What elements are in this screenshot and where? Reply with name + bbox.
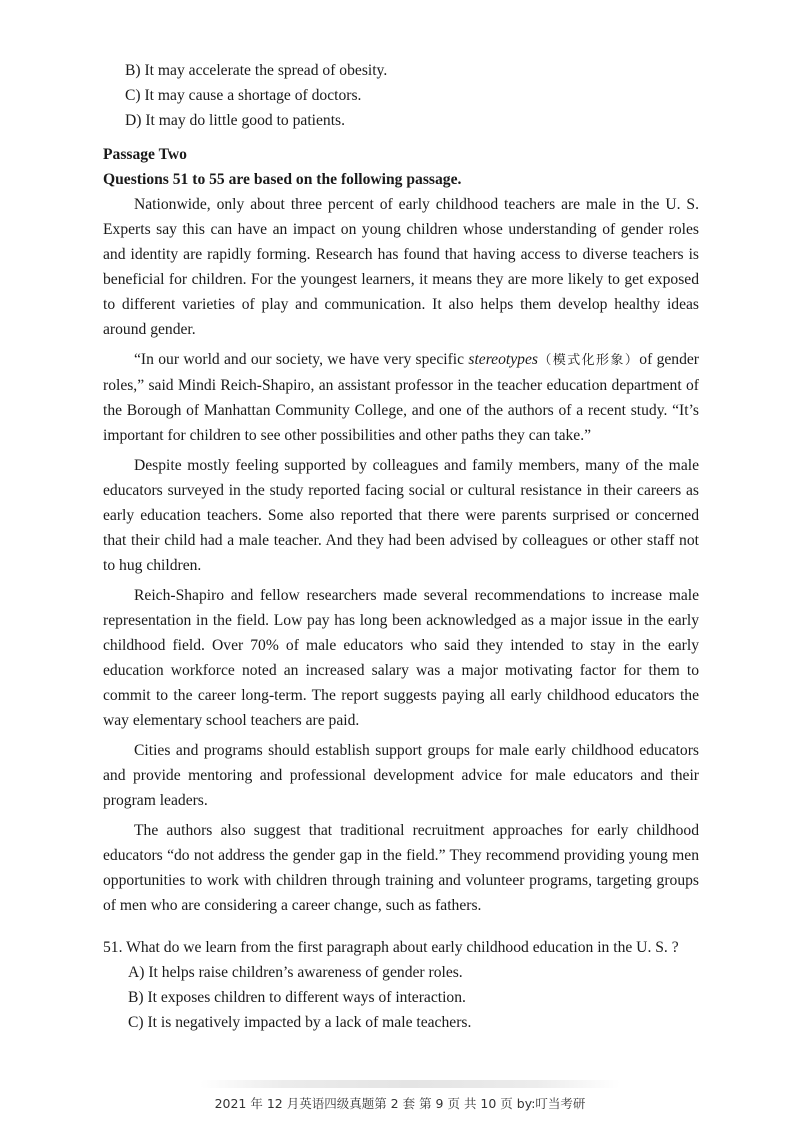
chinese-gloss: （模式化形象） [537,353,640,368]
scan-smudge [200,1080,620,1088]
question-option-b: B) It exposes children to different ways of interaction. [128,989,466,1006]
paragraph-2-text-b: of gender roles,” said Mindi Reich-Shapiro, an assistant professor in the teacher education department of the Borough of Manhattan Community College, and one of the authors of a recent study. “It’s important for children to see other possibilities and other paths they can take.” [103,351,699,444]
previous-question-options [103,58,699,133]
question-option-a: A) It helps raise children’s awareness of gender roles. [128,964,463,981]
question-stem: 51. What do we learn from the first paragraph about early childhood education in the U. S. ? [103,939,679,956]
paragraph-5: Cities and programs should establish support groups for male early childhood educators and provide mentoring and professional development advice for male educators and their program leaders. [103,742,699,809]
paragraph-6: The authors also suggest that traditional recruitment approaches for early childhood educators “do not address the gender gap in the field.” They recommend providing young men opportunities to work with children through training and volunteer programs, targeting groups of men who are considering a career change, such as fathers. [103,822,699,914]
question-option-c: C) It is negatively impacted by a lack of male teachers. [128,1014,472,1031]
paragraph-2-text-a: “In our world and our society, we have very specific [134,351,469,368]
paragraph-3: Despite mostly feeling supported by colleagues and family members, many of the male educators surveyed in the study reported facing social or cultural resistance in their careers as early education teachers. Some also reported that there were parents surprised or concerned that their child had a male teacher. And they had been advised by colleagues or other staff not to hug children. [103,457,699,574]
passage-body [103,192,699,918]
stereotypes-term: stereotypes [468,351,538,368]
option-c: C) It may cause a shortage of doctors. [125,87,362,104]
passage-title: Passage Two [103,146,187,163]
paragraph-4: Reich-Shapiro and fellow researchers made several recommendations to increase male representation in the field. Low pay has long been acknowledged as a major issue in the early childhood field. Over 70% of male educators who said they intended to stay in the early education workforce noted an increased salary was a major motivating factor for them to commit to the career long-term. The report suggests paying all early childhood educators the way elementary school teachers are paid. [103,587,699,729]
passage-instruction: Questions 51 to 55 are based on the following passage. [103,171,462,188]
option-d: D) It may do little good to patients. [125,112,346,129]
page-footer: 2021 年 12 月英语四级真题第 2 套 第 9 页 共 10 页 by:叮当考研 [214,1096,586,1111]
exam-page [103,58,699,1035]
question-51 [103,935,699,1035]
paragraph-2 [103,347,699,448]
paragraph-1: Nationwide, only about three percent of early childhood teachers are male in the U. S. Experts say this can have an impact on young children whose understanding of gender roles and identity are rapidly forming. Research has found that having access to diverse teachers is beneficial for children. For the youngest learners, it means they are more likely to get exposed to different varieties of play and communication. It also helps them develop healthy ideas around gender. [103,196,699,338]
option-b: B) It may accelerate the spread of obesity. [125,62,388,79]
